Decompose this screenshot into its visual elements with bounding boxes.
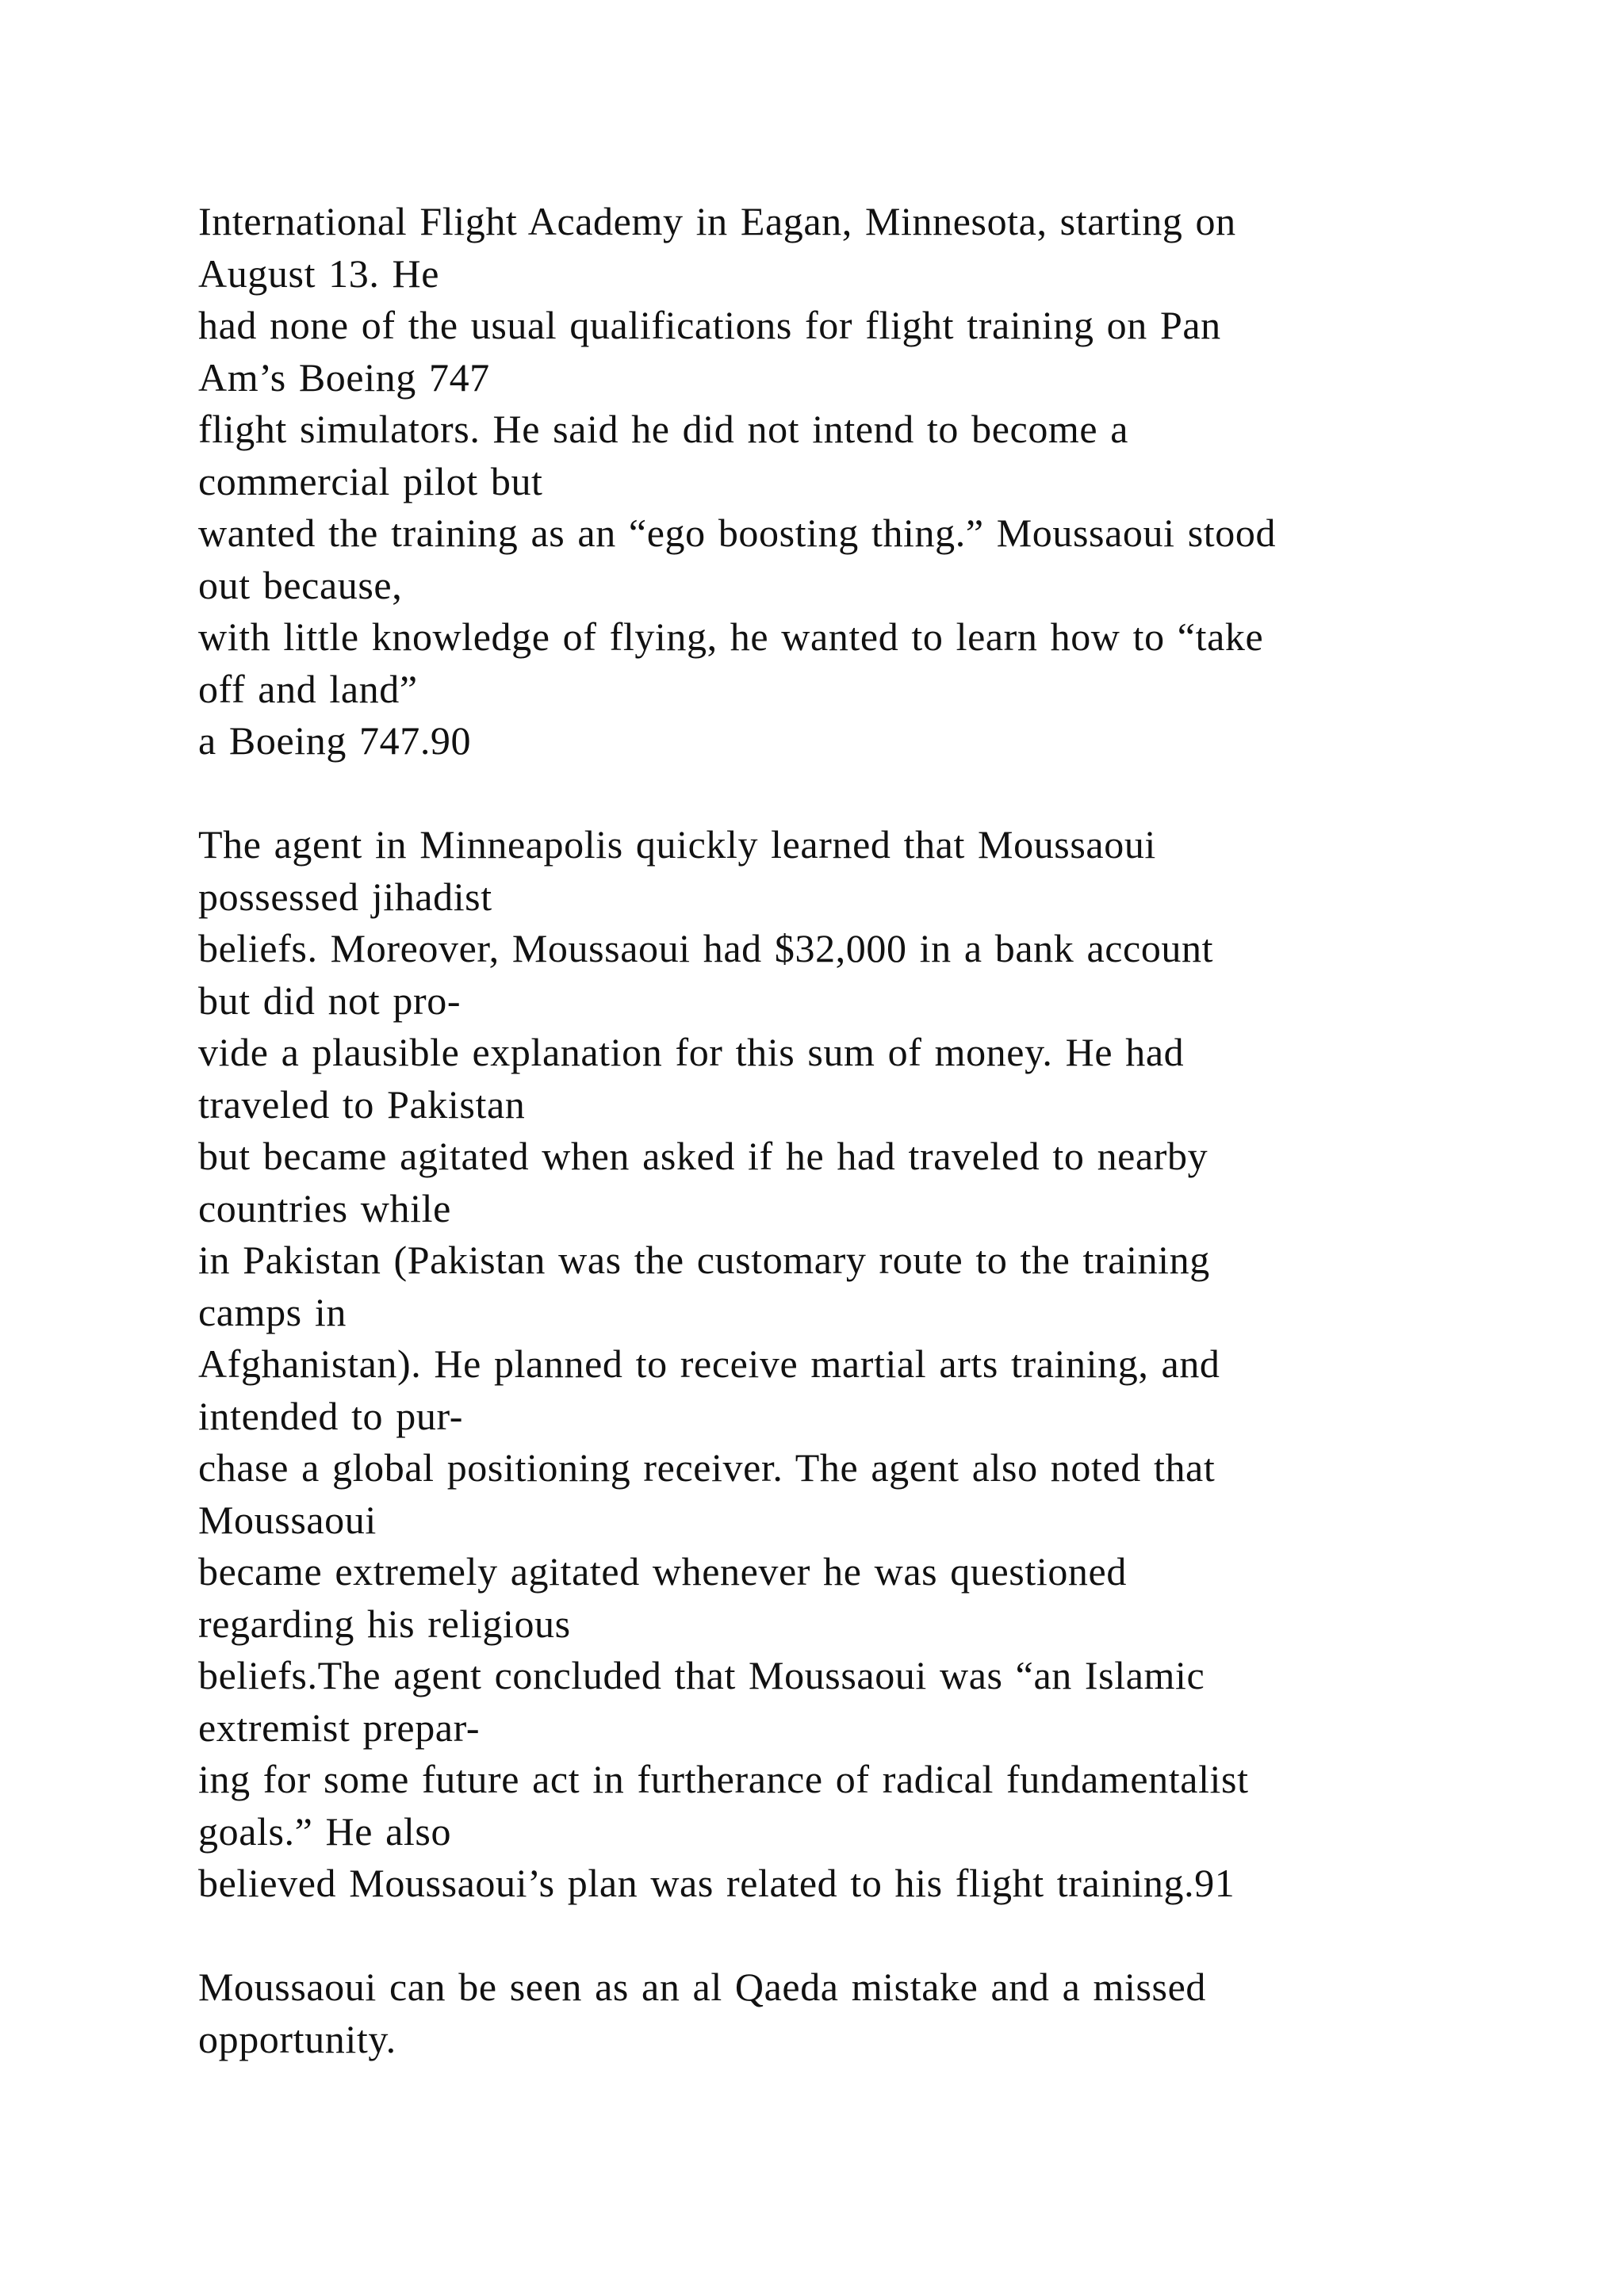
paragraph-3: [198, 1961, 1546, 2065]
text-line: Am’s Boeing 747: [198, 354, 490, 400]
text-line: intended to pur-: [198, 1393, 463, 1438]
text-line: regarding his religious: [198, 1601, 571, 1646]
text-line: ing for some future act in furtherance of radical fundamentalist: [198, 1757, 1249, 1801]
paragraph-gap: [198, 767, 1546, 820]
text-line: in Pakistan (Pakistan was the customary route to the training: [198, 1238, 1210, 1282]
text-line: beliefs.The agent concluded that Moussaoui was “an Islamic: [198, 1653, 1205, 1697]
text-line: Moussaoui: [198, 1497, 377, 1542]
text-line: opportunity.: [198, 2016, 396, 2061]
text-line: August 13. He: [198, 251, 440, 296]
text-line: International Flight Academy in Eagan, Minnesota, starting on: [198, 199, 1236, 243]
text-line: camps in: [198, 1289, 347, 1334]
text-line: vide a plausible explanation for this sum of money. He had: [198, 1030, 1185, 1074]
text-line: possessed jihadist: [198, 874, 492, 919]
text-line: flight simulators. He said he did not intend to become a: [198, 407, 1129, 451]
text-line: but did not pro-: [198, 978, 462, 1023]
text-line: off and land”: [198, 666, 418, 711]
text-line: beliefs. Moreover, Moussaoui had $32,000 in a bank account: [198, 926, 1214, 970]
text-line: chase a global positioning receiver. The agent also noted that: [198, 1445, 1216, 1490]
text-line: extremist prepar-: [198, 1705, 481, 1750]
paragraph-gap: [198, 1910, 1546, 1962]
text-line: but became agitated when asked if he had traveled to nearby: [198, 1134, 1208, 1178]
text-line: wanted the training as an “ego boosting thing.” Moussaoui stood: [198, 511, 1277, 555]
text-line: Afghanistan). He planned to receive martial arts training, and: [198, 1341, 1220, 1386]
text-line: The agent in Minneapolis quickly learned that Moussaoui: [198, 822, 1156, 867]
text-line: a Boeing 747.90: [198, 718, 472, 763]
text-line: out because,: [198, 562, 403, 607]
document-body: [198, 196, 1546, 2065]
text-line: became extremely agitated whenever he was questioned: [198, 1549, 1127, 1594]
paragraph-1: [198, 196, 1546, 767]
paragraph-2: [198, 819, 1546, 1910]
text-line: countries while: [198, 1185, 451, 1230]
text-line: with little knowledge of flying, he wanted to learn how to “take: [198, 614, 1264, 659]
text-line: commercial pilot but: [198, 458, 543, 503]
text-line: believed Moussaoui’s plan was related to his flight training.91: [198, 1861, 1235, 1905]
text-line: goals.” He also: [198, 1808, 452, 1854]
text-line: had none of the usual qualifications for flight training on Pan: [198, 303, 1221, 347]
text-line: Moussaoui can be seen as an al Qaeda mistake and a missed: [198, 1965, 1206, 2009]
text-line: traveled to Pakistan: [198, 1081, 526, 1127]
